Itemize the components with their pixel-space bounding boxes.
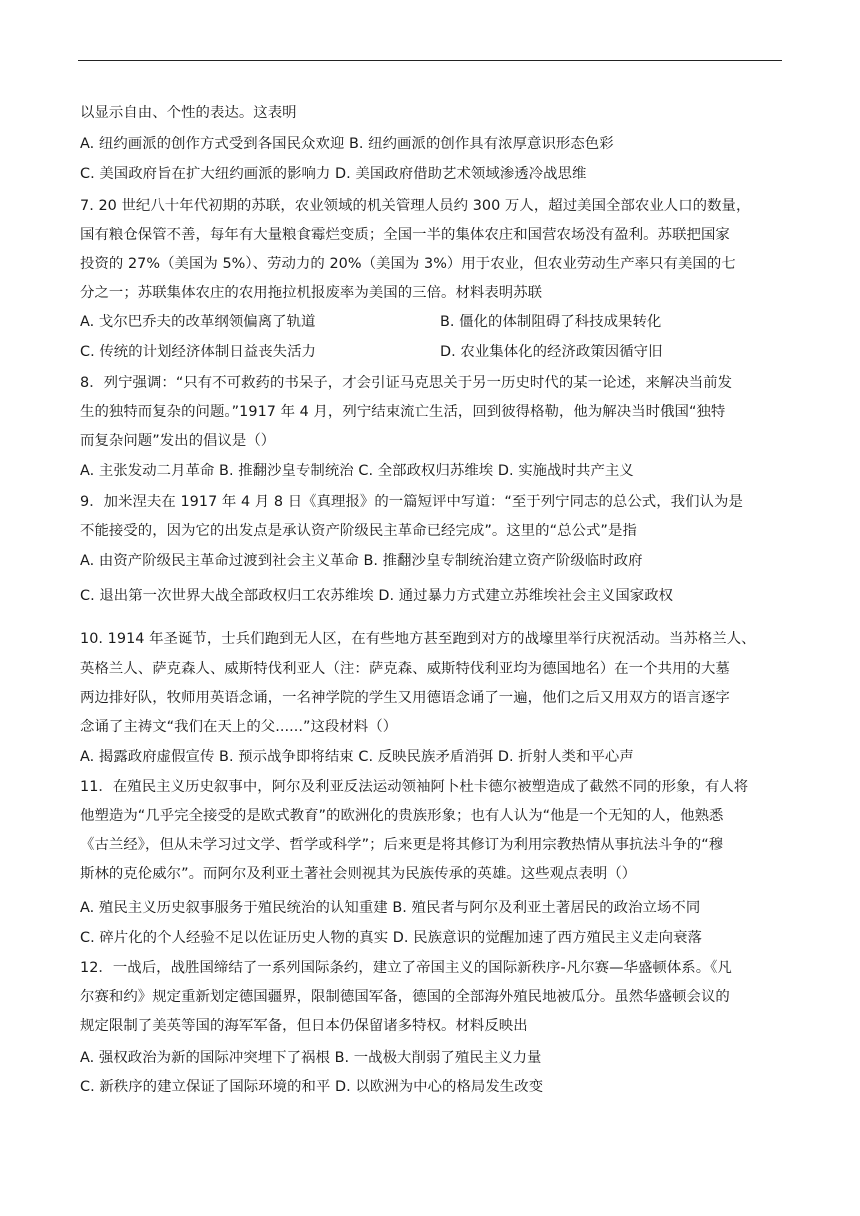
question-9-options: A. 由资产阶级民主革命过渡到社会主义革命 B. 推翻沙皇专制统治建立资产阶级临时政府	[80, 553, 643, 569]
question-8-text: 生的独特而复杂的问题。”1917 年 4 月，列宁结束流亡生活，回到彼得格勒，他为解决当时俄国“独特	[80, 404, 726, 420]
question-9-text: 不能接受的，因为它的出发点是承认资产阶级民主革命已经完成”。这里的“总公式”是指	[80, 523, 637, 539]
question-7-text: 分之一；苏联集体农庄的农用拖拉机报废率为美国的三倍。材料表明苏联	[80, 285, 543, 301]
question-11-text: 11．在殖民主义历史叙事中，阿尔及利亚反法运动领袖阿卜杜卡德尔被塑造成了截然不同的形象，有人将	[80, 779, 749, 795]
question-7-text: 7. 20 世纪八十年代初期的苏联，农业领域的机关管理人员约 300 万人，超过美国全部农业人口的数量，	[80, 198, 751, 214]
question-12-options: C. 新秩序的建立保证了国际环境的和平 D. 以欧洲为中心的格局发生改变	[80, 1079, 544, 1095]
option-a: A. 戈尔巴乔夫的改革纲领偏离了轨道	[80, 314, 316, 330]
question-8-options: A. 主张发动二月革命 B. 推翻沙皇专制统治 C. 全部政权归苏维埃 D. 实施战时共产主义	[80, 463, 634, 479]
question-11-text: 斯林的克伦威尔”。而阿尔及利亚土著社会则视其为民族传承的英雄。这些观点表明（）	[80, 866, 637, 882]
question-12-text: 尔赛和约》规定重新划定德国疆界，限制德国军备，德国的全部海外殖民地被瓜分。虽然华盛顿会议的	[80, 989, 730, 1005]
question-11-options: A. 殖民主义历史叙事服务于殖民统治的认知重建 B. 殖民者与阿尔及利亚土著居民的政治立场不同	[80, 900, 701, 916]
text-line: 以显示自由、个性的表达。这表明	[80, 105, 297, 121]
question-11-options: C. 碎片化的个人经验不足以佐证历史人物的真实 D. 民族意识的觉醒加速了西方殖民主义走向衰落	[80, 930, 702, 946]
option-line: C. 美国政府旨在扩大纽约画派的影响力 D. 美国政府借助艺术领域渗透冷战思维	[80, 166, 587, 182]
option-d: D. 农业集体化的经济政策因循守旧	[440, 344, 663, 360]
question-11-text: 《古兰经》，但从未学习过文学、哲学或科学”；后来更是将其修订为利用宗教热情从事抗法斗争的“穆	[80, 837, 724, 853]
question-12-text: 12．一战后，战胜国缔结了一系列国际条约，建立了帝国主义的国际新秩序-凡尔赛—华盛顿体系。《凡	[80, 960, 732, 976]
question-7-text: 国有粮仓保管不善，每年有大量粮食霉烂变质；全国一半的集体农庄和国营农场没有盈利。苏联把国家	[80, 227, 730, 243]
question-8-text: 而复杂问题”发出的倡议是（）	[80, 433, 276, 449]
question-12-options: A. 强权政治为新的国际冲突埋下了祸根 B. 一战极大削弱了殖民主义力量	[80, 1050, 542, 1066]
header-rule	[78, 60, 782, 61]
question-10-text: 英格兰人、萨克森人、威斯特伐利亚人（注：萨克森、威斯特伐利亚均为德国地名）在一个共用的大墓	[80, 661, 730, 677]
question-9-options: C. 退出第一次世界大战全部政权归工农苏维埃 D. 通过暴力方式建立苏维埃社会主义国家政权	[80, 588, 674, 604]
option-c: C. 传统的计划经济体制日益丧失活力	[80, 344, 316, 360]
question-7-option-row	[80, 342, 663, 362]
option-line: A. 纽约画派的创作方式受到各国民众欢迎 B. 纽约画派的创作具有浓厚意识形态色彩	[80, 136, 614, 152]
question-7-text: 投资的 27%（美国为 5%）、劳动力的 20%（美国为 3%）用于农业，但农业劳动生产率只有美国的七	[80, 256, 736, 272]
question-7-option-row	[80, 312, 662, 332]
question-10-options: A. 揭露政府虚假宣传 B. 预示战争即将结束 C. 反映民族矛盾消弭 D. 折射人类和平心声	[80, 749, 634, 765]
question-12-text: 规定限制了美英等国的海军军备，但日本仍保留诸多特权。材料反映出	[80, 1018, 528, 1034]
question-10-text: 两边排好队，牧师用英语念诵，一名神学院的学生又用德语念诵了一遍，他们之后又用双方的语言逐字	[80, 690, 730, 706]
question-10-text: 念诵了主祷文“我们在天上的父......”这段材料（）	[80, 719, 398, 735]
option-b: B. 僵化的体制阻碍了科技成果转化	[440, 314, 662, 330]
question-10-text: 10. 1914 年圣诞节，士兵们跑到无人区，在有些地方甚至跑到对方的战壕里举行庆祝活动。当苏格兰人、	[80, 631, 756, 647]
question-9-text: 9．加米涅夫在 1917 年 4 月 8 日《真理报》的一篇短评中写道：“至于列宁同志的总公式，我们认为是	[80, 494, 743, 510]
question-11-text: 他塑造为“几乎完全接受的是欧式教育”的欧洲化的贵族形象；也有人认为“他是一个无知的人，他熟悉	[80, 808, 724, 824]
question-8-text: 8．列宁强调：“只有不可救药的书呆子，才会引证马克思关于另一历史时代的某一论述，来解决当前发	[80, 375, 733, 391]
